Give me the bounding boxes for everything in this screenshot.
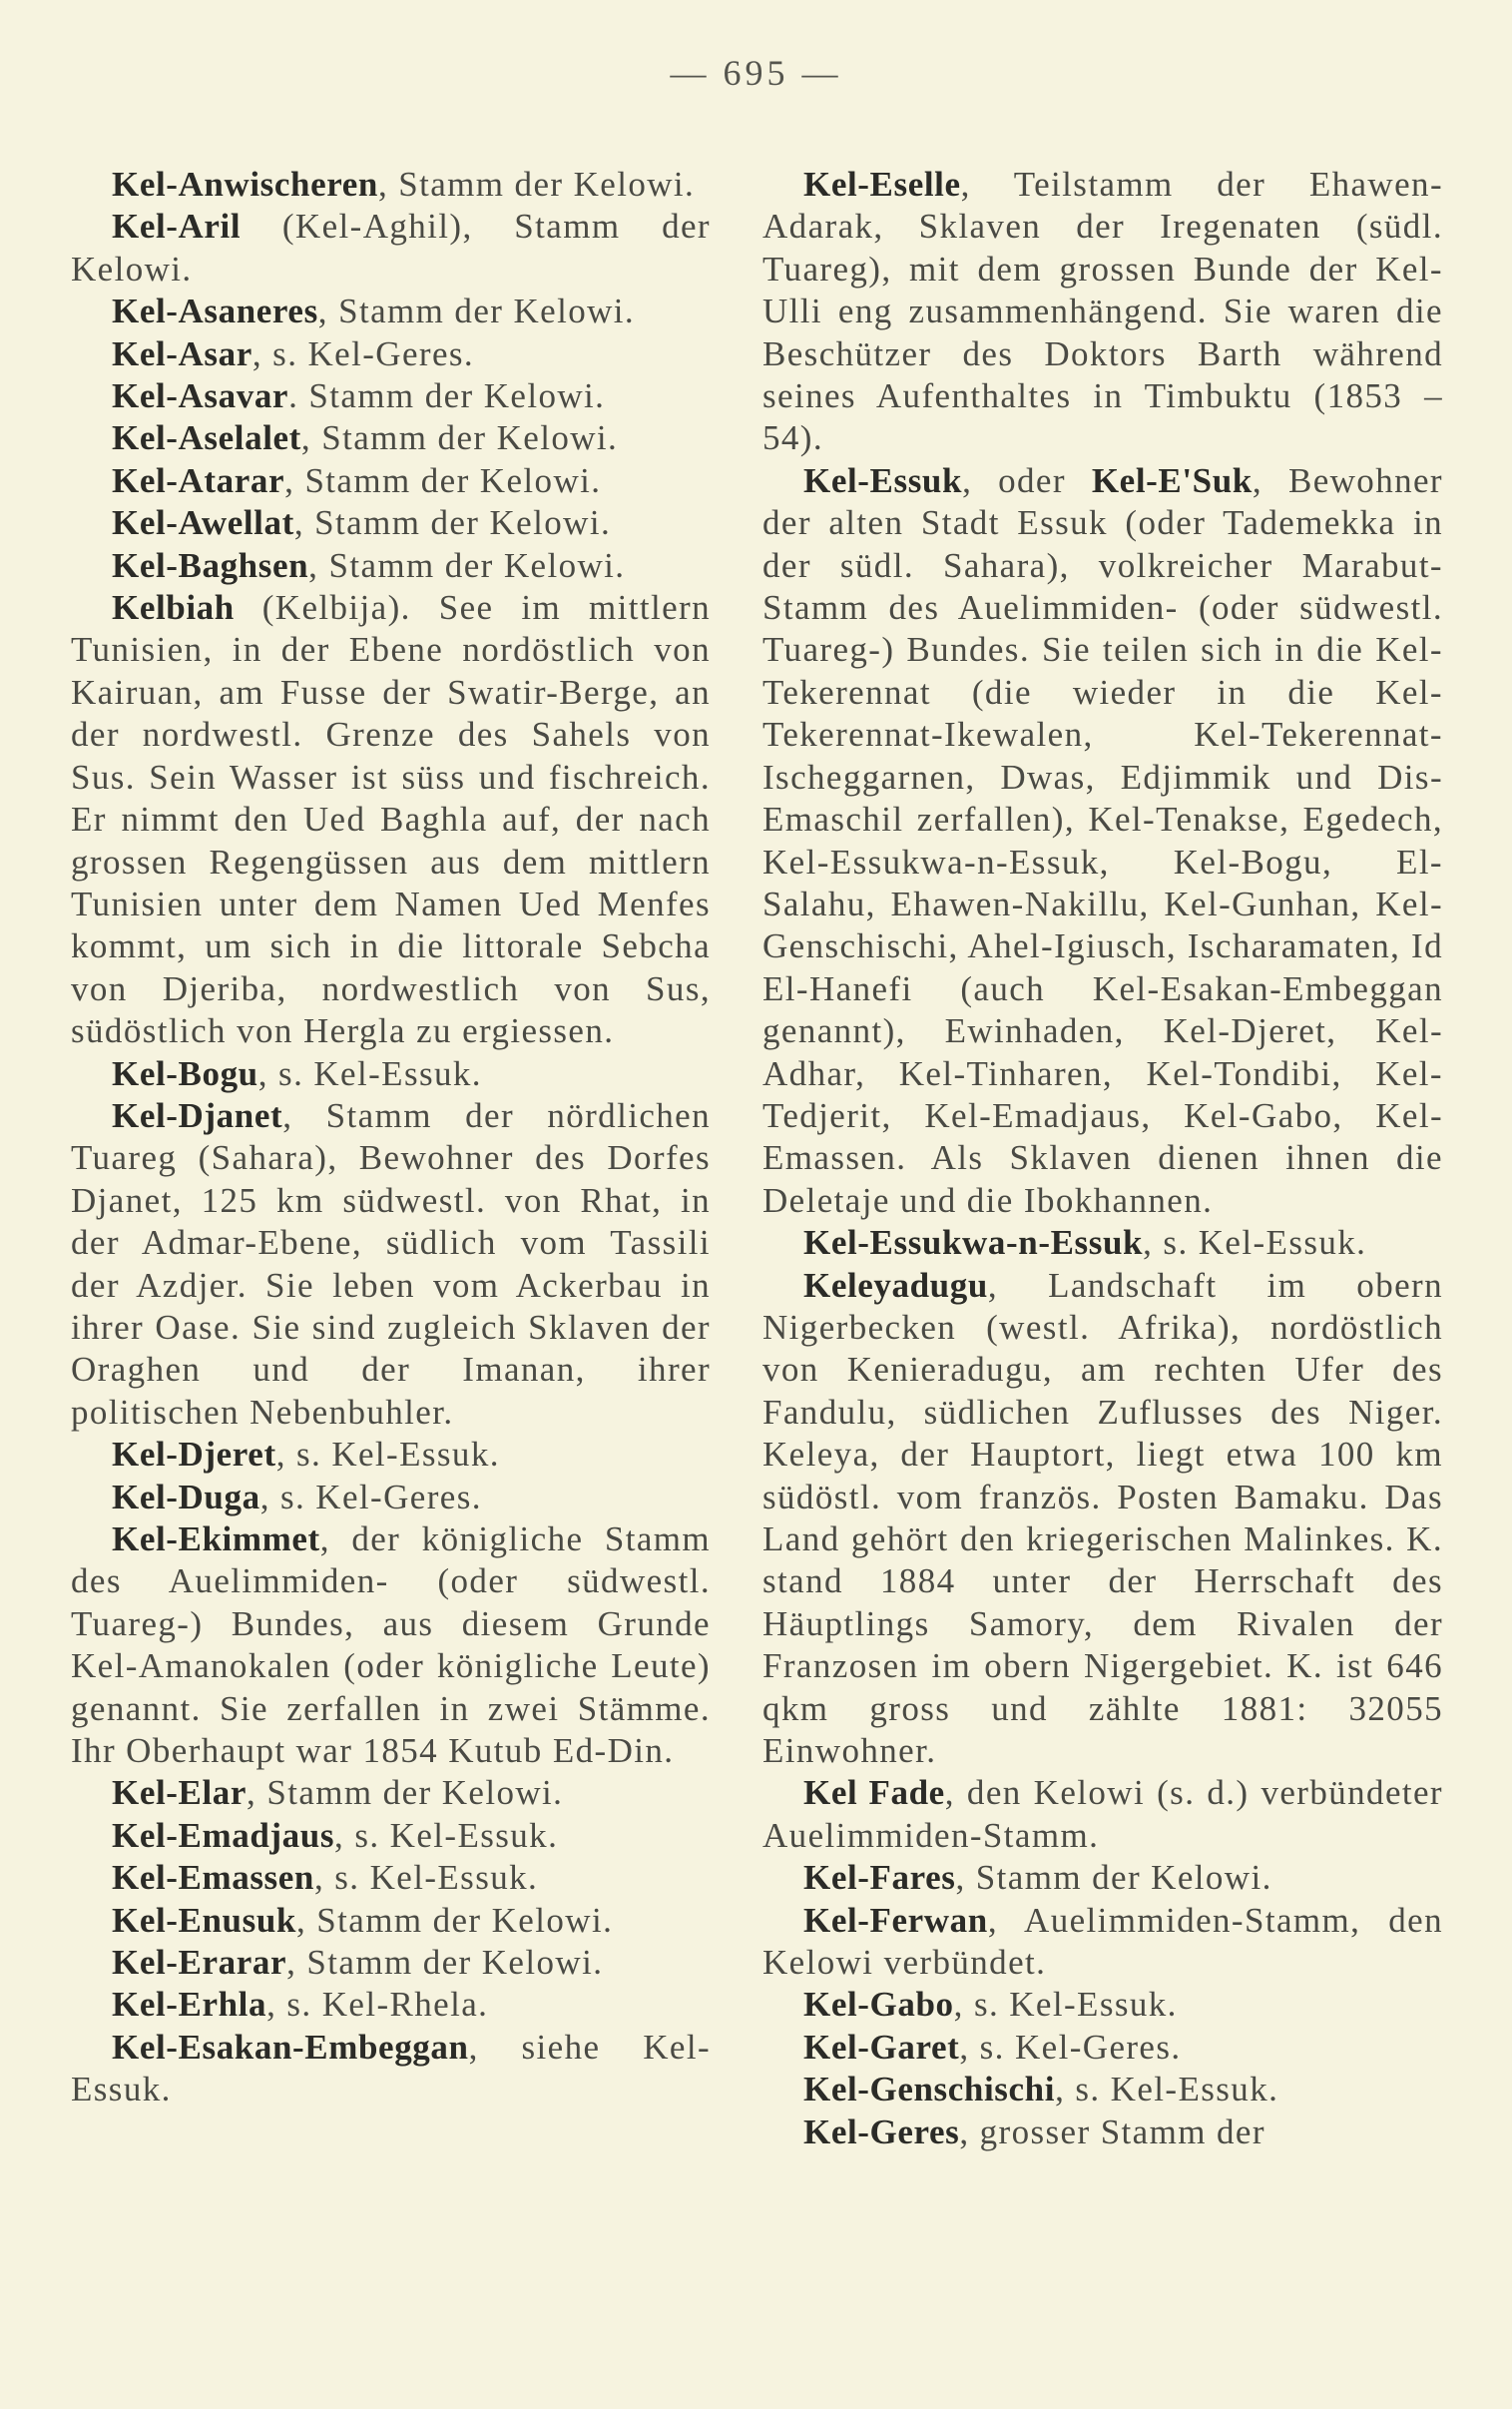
dictionary-entry — [71, 587, 711, 1052]
dictionary-entry — [71, 1477, 711, 1518]
dictionary-entry — [762, 1265, 1443, 1773]
dictionary-entry — [71, 206, 711, 291]
dictionary-entry — [71, 1900, 711, 1942]
entry-text: , Stamm der Kelowi. — [308, 545, 626, 585]
entry-text: , s. Kel-Essuk. — [1055, 2070, 1279, 2109]
entry-text: , Stamm der Kelowi. — [293, 503, 612, 543]
dictionary-entry — [71, 1095, 711, 1434]
dictionary-entry — [71, 291, 711, 332]
entry-text: , s. Kel-Essuk. — [313, 1858, 539, 1898]
dictionary-entry — [71, 1815, 711, 1857]
dictionary-entry — [71, 1772, 711, 1814]
entry-text: , Stamm der Kelowi. — [317, 292, 636, 331]
entry-text: , Stamm der Kelowi. — [300, 418, 619, 458]
entry-text: , s. Kel-Geres. — [959, 2027, 1182, 2067]
headword: Kel-Garet — [803, 2027, 960, 2067]
entry-text: , Stamm der Kelowi. — [286, 1943, 604, 1983]
entry-text: , Landschaft im obern Nigerbecken (westl. Afrika), nordöstlich von Kenieradugu, am rechten Ufer des Fandulu, südlichen Zuflusses des Niger. Keleya, der Hauptort, liegt etwa 100 km südöstl. vom französ. Posten Bamaku. Das Land gehört den kriegerischen Malinkes. K. stand 1884 unter der Herrschaft des Häuptlings Samory, dem Rivalen der Franzosen im obern Nigergebiet. K. ist 646 qkm gross und zählte 1881: 32055 Einwohner. — [762, 1265, 1443, 1771]
dictionary-entry — [71, 417, 711, 459]
dictionary-entry — [71, 460, 711, 502]
headword: Kel-Fares — [803, 1858, 956, 1898]
entry-text: , s. Kel-Geres. — [252, 333, 475, 373]
entry-text: , s. Kel-Essuk. — [334, 1815, 559, 1855]
dictionary-entry — [762, 1900, 1443, 1985]
headword: Kel-Asar — [112, 333, 252, 373]
entry-text: , s. Kel-Essuk. — [1143, 1223, 1367, 1263]
entry-text: , Bewohner der alten Stadt Essuk (oder Tademekka in der südl. Sahara), volkreicher Marabut-Stamm des Auelimmiden- (oder südwestl. Tuareg-) Bundes. Sie teilen sich in die Kel-Tekerennat (die wieder in die Kel-Tekerennat-Ikewalen, Kel-Tekerennat-Ischeggarnen, Dwas, Edjimmik und Dis-Emaschil zerfallen), Kel-Tenakse, Egedech, Kel-Essukwa-n-Essuk, Kel-Bogu, El-Salahu, Ehawen-Nakillu, Kel-Gunhan, Kel-Genschischi, Ahel-Igiusch, Ischaramaten, Id El-Hanefi (auch Kel-Esakan-Embeggan genannt), Ewinhaden, Kel-Djeret, Kel-Adhar, Kel-Tinharen, Kel-Tondibi, Kel-Tedjerit, Kel-Emadjaus, Kel-Gabo, Kel-Emassen. Als Sklaven dienen ihnen die Deletaje und die Ibokhannen. — [762, 460, 1443, 1220]
headword: Kel-Elar — [112, 1773, 248, 1813]
entry-text: (Kel-Aghil), Stamm der Kelowi. — [71, 207, 711, 289]
headword: Kel-Gabo — [803, 1985, 954, 2025]
headword: Kel-Essuk — [803, 460, 963, 500]
entry-text: , s. Kel-Rhela. — [266, 1985, 489, 2025]
headword: Kel-Erhla — [112, 1985, 267, 2025]
dictionary-entry — [762, 1984, 1443, 2026]
headword: Kel-Baghsen — [112, 545, 309, 585]
dictionary-entry — [762, 1222, 1443, 1264]
dictionary-entry — [762, 460, 1443, 1222]
dictionary-entry — [762, 2111, 1443, 2153]
dictionary-entry — [762, 2069, 1443, 2110]
dictionary-entry — [71, 333, 711, 375]
entry-text: , Auelimmiden-Stamm, den Kelowi verbündet. — [762, 1900, 1443, 1983]
headword: Kel-Esakan-Embeggan — [112, 2027, 469, 2067]
dictionary-entry — [762, 164, 1443, 460]
dictionary-entry — [71, 375, 711, 417]
headword: Kel-Asavar — [112, 376, 289, 416]
headword: Kel-Anwischeren — [112, 165, 378, 204]
dictionary-entry — [71, 1053, 711, 1095]
page-number: — 695 — — [670, 53, 842, 93]
headword: Kel-Bogu — [112, 1053, 258, 1093]
headword: Kel-Ekimmet — [112, 1519, 320, 1558]
headword: Keleyadugu — [803, 1265, 988, 1305]
headword: Kel-E'Suk — [1091, 460, 1253, 500]
entry-text: , Stamm der Kelowi. — [284, 460, 602, 500]
dictionary-entry — [71, 1857, 711, 1899]
entry-text: , der königliche Stamm des Auelimmiden- (oder südwestl. Tuareg-) Bundes, aus diesem Grunde Kel-Amanokalen (oder königliche Leute) genannt. Sie zerfallen in zwei Stämme. Ihr Oberhaupt war 1854 Kutub Ed-Din. — [71, 1519, 711, 1771]
headword: Kel-Atarar — [112, 460, 285, 500]
dictionary-entry — [71, 1984, 711, 2026]
entry-text: , siehe Kel-Essuk. — [71, 2027, 711, 2109]
entry-text: , Teilstamm der Ehawen-Adarak, Sklaven der Iregenaten (südl. Tuareg), mit dem grossen Bunde der Kel-Ulli eng zusammenhängend. Sie waren die Beschützer des Doktors Barth während seines Aufenthaltes in Timbuktu (1853 – 54). — [762, 165, 1443, 458]
headword: Kel-Emadjaus — [112, 1815, 335, 1855]
headword: Kel-Eselle — [803, 165, 961, 204]
left-column — [71, 164, 711, 2111]
headword: Kel-Duga — [112, 1477, 260, 1516]
dictionary-entry — [71, 164, 711, 206]
headword: Kel-Emassen — [112, 1858, 314, 1898]
entry-text: , oder — [962, 460, 1092, 500]
headword: Kel Fade — [803, 1773, 945, 1813]
entry-text: , s. Kel-Geres. — [259, 1477, 482, 1516]
headword: Kelbiah — [112, 588, 235, 628]
entry-text: , Stamm der Kelowi. — [955, 1858, 1272, 1898]
entry-text: , Stamm der nördlichen Tuareg (Sahara), Bewohner des Dorfes Djanet, 125 km südwestl. von Rhat, in der Admar-Ebene, südlich vom Tassili der Azdjer. Sie leben vom Ackerbau in ihrer Oase. Sie sind zugleich Sklaven der Oraghen und der Imanan, ihrer politischen Nebenbuhler. — [71, 1095, 711, 1432]
right-column — [762, 164, 1443, 2153]
dictionary-entry — [71, 2027, 711, 2111]
dictionary-entry — [71, 1518, 711, 1772]
headword: Kel-Ferwan — [803, 1900, 988, 1940]
headword: Kel-Aril — [112, 207, 242, 247]
entry-text: (Kelbija). See im mittlern Tunisien, in der Ebene nordöstlich von Kairuan, am Fusse der Swatir-Berge, an der nordwestl. Grenze des Sahels von Sus. Sein Wasser ist süss und fischreich. Er nimmt den Ued Baghla auf, der nach grossen Regengüssen aus dem mittlern Tunisien unter dem Namen Ued Menfes kommt, um sich in die littorale Sebcha von Djeriba, nordwestlich von Sus, südöstlich von Hergla zu ergiessen. — [71, 588, 711, 1051]
dictionary-entry — [762, 2027, 1443, 2069]
headword: Kel-Erarar — [112, 1943, 287, 1983]
dictionary-entry — [71, 502, 711, 544]
headword: Kel-Essukwa-n-Essuk — [803, 1223, 1144, 1263]
entry-text: , Stamm der Kelowi. — [295, 1900, 614, 1940]
dictionary-entry — [71, 1434, 711, 1476]
entry-text: , s. Kel-Essuk. — [257, 1053, 482, 1093]
headword: Kel-Geres — [803, 2111, 960, 2151]
headword: Kel-Djeret — [112, 1435, 276, 1475]
entry-text: , grosser Stamm der — [959, 2111, 1265, 2151]
entry-text: , Stamm der Kelowi. — [247, 1773, 564, 1813]
headword: Kel-Genschischi — [803, 2070, 1056, 2109]
entry-text: , s. Kel-Essuk. — [953, 1985, 1178, 2025]
entry-text: , s. Kel-Essuk. — [275, 1435, 500, 1475]
entry-text: , den Kelowi (s. d.) verbündeter Auelimmiden-Stamm. — [762, 1773, 1443, 1855]
headword: Kel-Djanet — [112, 1095, 283, 1135]
entry-text: . Stamm der Kelowi. — [288, 376, 606, 416]
headword: Kel-Enusuk — [112, 1900, 296, 1940]
headword: Kel-Asaneres — [112, 292, 318, 331]
dictionary-entry — [762, 1857, 1443, 1899]
headword: Kel-Awellat — [112, 503, 294, 543]
dictionary-entry — [762, 1772, 1443, 1857]
headword: Kel-Aselalet — [112, 418, 301, 458]
dictionary-entry — [71, 1942, 711, 1984]
dictionary-entry — [71, 545, 711, 587]
entry-text: , Stamm der Kelowi. — [377, 165, 696, 204]
